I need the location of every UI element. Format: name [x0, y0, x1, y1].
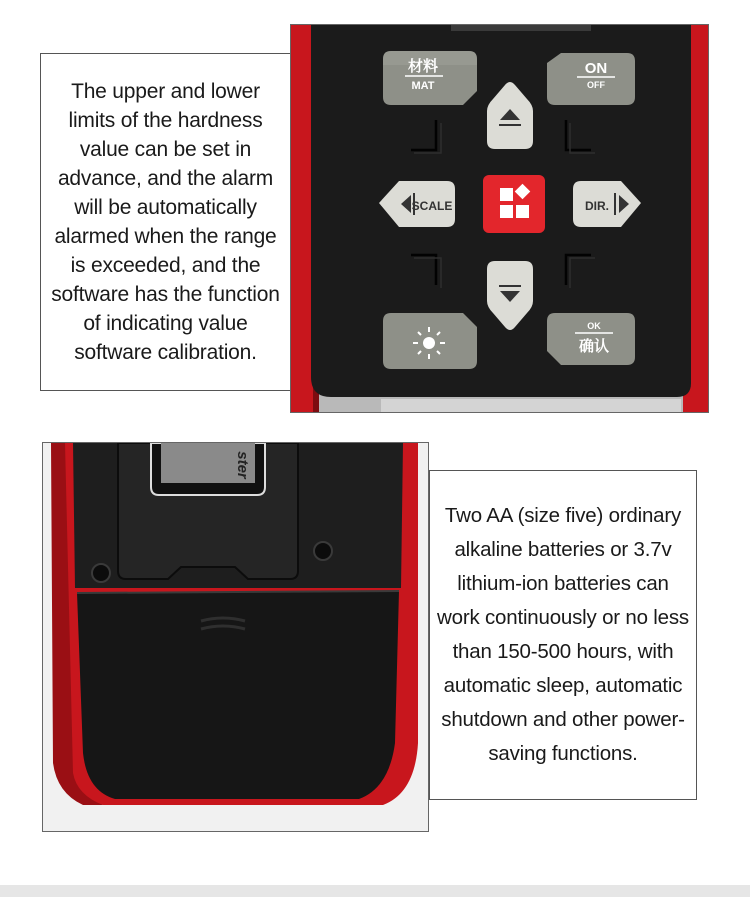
power-key-off-label: OFF: [587, 80, 605, 90]
caption-battery-info: [429, 470, 697, 800]
menu-key[interactable]: [483, 175, 545, 233]
caption-battery-info-text: Two AA (size five) ordinary alkaline batteries or 3.7v lithium-ion batteries can work continuously or no less than 150-500 hours, with automatic sleep, automatic shutdown and other power-saving functions.: [437, 504, 689, 765]
power-key-on-label: ON: [584, 60, 608, 77]
scale-key-label: SCALE: [411, 199, 453, 213]
dir-key-label: DIR.: [585, 199, 609, 213]
mat-key-en-label: MAT: [411, 80, 435, 92]
battery-compartment-photo: [42, 442, 429, 832]
screw-left: [92, 564, 110, 582]
keypad-illustration: [291, 25, 709, 413]
power-key[interactable]: [547, 53, 635, 105]
keypad-photo: [290, 24, 709, 413]
caption-alarm-limits: [40, 53, 291, 391]
ok-key-cn-label: 确认: [578, 338, 610, 355]
ok-key-en-label: OK: [587, 321, 601, 331]
mat-key-cn-label: 材料: [407, 58, 439, 75]
page-footer-bar: [0, 885, 750, 897]
battery-illustration: [43, 443, 429, 832]
caption-alarm-limits-text: The upper and lower limits of the hardness value can be set in advance, and the alarm will be automatically alarmed when the range is exceeded, and the software has the function of indicating value software calibration.: [51, 80, 280, 364]
screw-right: [314, 542, 332, 560]
device-label-fragment: ster: [234, 451, 251, 479]
mat-key[interactable]: [383, 51, 477, 105]
backlight-key[interactable]: [383, 313, 477, 369]
ok-key[interactable]: [547, 313, 635, 365]
